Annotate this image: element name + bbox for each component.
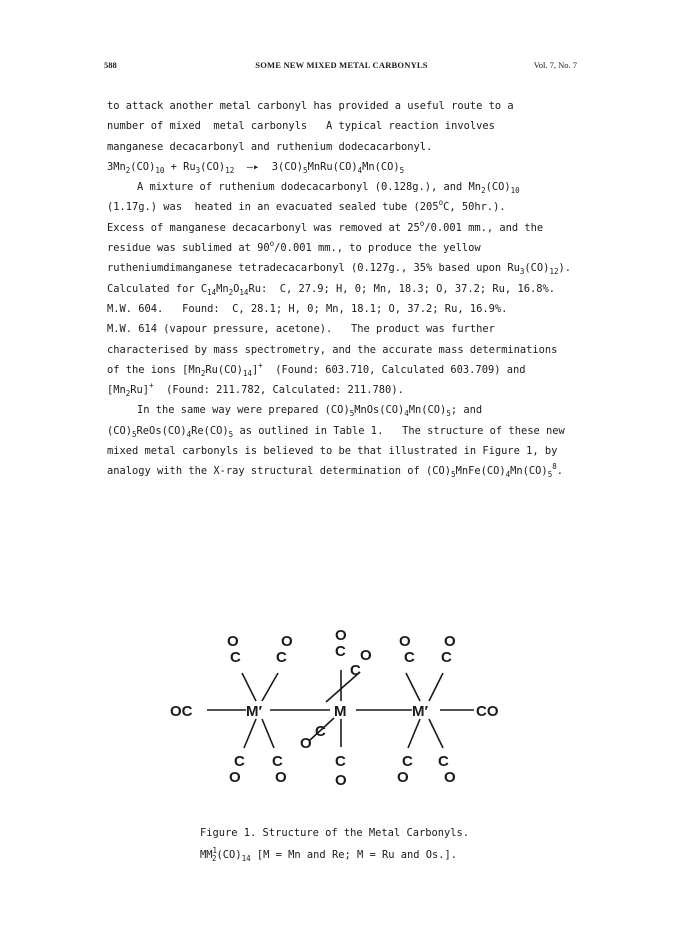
O-label: O (397, 769, 409, 786)
caption-title: Figure 1. Structure of the Metal Carbonyls. (200, 827, 469, 839)
body-text (107, 96, 597, 482)
text-line: M.W. 614 (vapour pressure, acetone). The product was further (107, 323, 495, 336)
figure-caption (200, 822, 469, 866)
reaction-arrow: —▸ (246, 160, 260, 173)
O-label: O (227, 633, 239, 650)
metal-M-prime: M′ (412, 703, 429, 720)
text-line: A mixture of ruthenium dodecacarbonyl (0.128g.), and $Mn_2(CO)_{10}$ (137, 181, 520, 196)
text-line: In the same way were prepared $(CO)_5MnOs(CO)_4Mn(CO)_5$; and (137, 404, 483, 419)
text-line: $(CO)_5ReOs(CO)_4Re(CO)_5$ as outlined in Table 1. The structure of these new (107, 424, 565, 439)
C-label: C (230, 649, 241, 666)
volume-label: Vol. 7, No. 7 (533, 60, 577, 70)
OC-label: OC (170, 703, 193, 720)
O-label: O (444, 633, 456, 650)
O-label: O (360, 647, 372, 664)
O-label: O (444, 769, 456, 786)
C-label: C (272, 753, 283, 770)
text-line: of the ions $[Mn_2Ru(CO)_{14}]^+$ (Found: 603.710, Calculated 603.709) and (107, 360, 526, 378)
text-line: rutheniumdimanganese tetradecacarbonyl (0.127g., 35% based upon $Ru_3(CO)_{12}$). (107, 262, 571, 277)
C-label: C (350, 662, 361, 679)
text-line: to attack another metal carbonyl has provided a useful route to a (107, 100, 514, 112)
metal-M-prime: M′ (246, 703, 263, 720)
O-label: O (399, 633, 411, 650)
reference-marker: 8 (552, 462, 557, 472)
running-title: SOME NEW MIXED METAL CARBONYLS (255, 60, 428, 70)
C-label: C (441, 649, 452, 666)
O-label: O (281, 633, 293, 650)
O-label: O (300, 735, 312, 752)
O-label: O (335, 772, 347, 789)
text-line: residue was sublimed at 90$^o$/0.001 mm., to produce the yellow (107, 239, 481, 255)
O-label: O (335, 627, 347, 644)
C-label: C (315, 723, 326, 740)
text-line: number of mixed metal carbonyls A typical reaction involves (107, 120, 495, 133)
ligand-labels (170, 627, 499, 789)
text-line: mixed metal carbonyls is believed to be that illustrated in Figure 1, by (107, 445, 558, 458)
C-label: C (276, 649, 287, 666)
O-label: O (275, 769, 287, 786)
C-label: C (438, 753, 449, 770)
reaction-equation: $3Mn_2(CO)_{10} + Ru_3(CO)_{12}$ —▸ $3(CO)_5MnRu(CO)_4Mn(CO)_5$ (107, 160, 405, 175)
text-line: characterised by mass spectrometry, and the accurate mass determinations (107, 343, 558, 356)
text-line: M.W. 604. Found: C, 28.1; H, 0; Mn, 18.1; O, 37.2; Ru, 16.9%. (107, 302, 508, 315)
CO-label: CO (476, 703, 499, 720)
text-line: manganese decacarbonyl and ruthenium dodecacarbonyl. (107, 140, 433, 153)
page-number: 588 (104, 60, 117, 70)
running-header (0, 60, 683, 74)
metal-M: M (334, 703, 347, 720)
text-line: Calculated for $C_{14}Mn_2O_{14}Ru$: C, 27.9; H, 0; Mn, 18.3; O, 37.2; Ru, 16.8%. (107, 282, 555, 297)
C-label: C (404, 649, 415, 666)
caption-formula: $MM^1_2(CO)_{14}$ [M = Mn and Re; M = Ru and Os.]. (200, 846, 458, 863)
structure-figure (162, 620, 522, 815)
text-line: analogy with the X-ray structural determination of $(CO)_5MnFe(CO)_4Mn(CO)_5^8$. (107, 462, 563, 480)
C-label: C (234, 753, 245, 770)
text-line: $[Mn_2Ru]^+$ (Found: 211.782, Calculated: 211.780). (107, 381, 404, 399)
C-label: C (402, 753, 413, 770)
O-label: O (229, 769, 241, 786)
C-label: C (335, 753, 346, 770)
text-line: Excess of manganese decacarbonyl was removed at 25$^o$/0.001 mm., and the (107, 218, 544, 234)
C-label: C (335, 643, 346, 660)
text-line: (1.17g.) was heated in an evacuated sealed tube (205$^o$C, 50hr.). (107, 198, 506, 214)
